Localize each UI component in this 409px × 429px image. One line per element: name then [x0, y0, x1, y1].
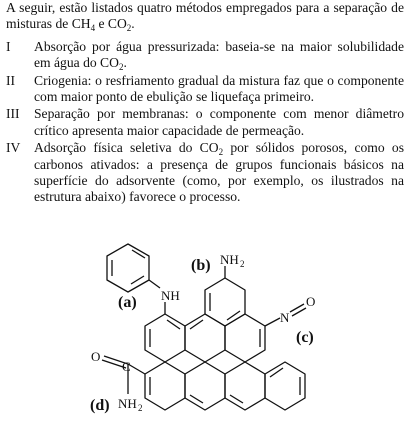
atom-nh: NH: [161, 288, 180, 303]
atom-o-amide: O: [91, 349, 101, 364]
ring-top: [205, 278, 245, 326]
nitroso-c-n-bond: [265, 318, 280, 326]
intro-text-2: e CO: [95, 16, 127, 32]
ring-far-right: [265, 362, 305, 410]
question-text: [6, 0, 404, 207]
method-item-3: [6, 106, 404, 139]
adsorbent-structure-figure: [0, 236, 409, 429]
item-subscript: 2: [218, 147, 224, 158]
phenyl-double-bond: [132, 250, 145, 258]
label-b: (b): [191, 257, 211, 274]
method-item-2: [6, 73, 404, 106]
ring-left-lower: [145, 362, 185, 410]
item-number: III: [6, 106, 20, 122]
item-text: .: [123, 55, 127, 71]
ring-right-lower: [225, 362, 265, 410]
intro-subscript-2: 2: [126, 23, 132, 34]
ring-right-upper: [225, 314, 265, 362]
label-d: (d): [90, 397, 110, 414]
atom-n: N: [280, 310, 290, 325]
item-text: Separação por membranas: o componente com menor diâmetro crítico apresenta maior capacidade de permeação.: [34, 106, 404, 138]
atom-nh2-bottom-subscript: 2: [138, 403, 143, 413]
phenyl-double-bond: [131, 276, 144, 284]
label-c: (c): [296, 329, 314, 346]
method-item-1: [6, 39, 404, 72]
atom-nh2-bottom: NH: [118, 396, 137, 411]
atom-c-amide: C: [122, 359, 131, 374]
phenyl-nh-bond: [149, 280, 160, 288]
ring-middle-upper: [185, 314, 225, 362]
phenyl-ring: [107, 244, 149, 292]
item-number: I: [6, 38, 11, 54]
item-text: por sólidos porosos, como os carbonos ativados: a presença de grupos funcionais básicos na superfície do adsorvente (como, por exemplo, os ilustrados na estrutura abaixo) favorece o processo.: [34, 140, 405, 205]
intro-subscript-1: 4: [90, 23, 96, 34]
atom-o-nitroso: O: [306, 294, 316, 309]
method-item-4: [6, 140, 404, 206]
intro-paragraph: [6, 0, 404, 33]
atom-nh2-top-subscript: 2: [240, 259, 245, 269]
item-text: Criogenia: o resfriamento gradual da mistura faz que o componente com maior ponto de ebulição se liquefaça primeiro.: [34, 72, 404, 105]
atom-nh2-top: NH: [220, 252, 239, 267]
item-number: IV: [6, 140, 21, 156]
intro-text-1: A seguir, estão listados quatro métodos empregados para a separação de misturas de CH: [6, 0, 404, 32]
ring-middle-lower: [185, 362, 225, 410]
item-text: Adsorção física seletiva do CO: [34, 140, 219, 156]
intro-text-3: .: [131, 16, 135, 32]
item-number: II: [6, 72, 16, 88]
ring-left-upper: [145, 314, 185, 362]
item-text: Absorção por água pressurizada: baseia-se na maior solubilidade em água do CO: [34, 38, 404, 71]
label-a: (a): [118, 294, 137, 311]
item-subscript: 2: [118, 62, 124, 73]
structure-diagram: [0, 236, 409, 429]
